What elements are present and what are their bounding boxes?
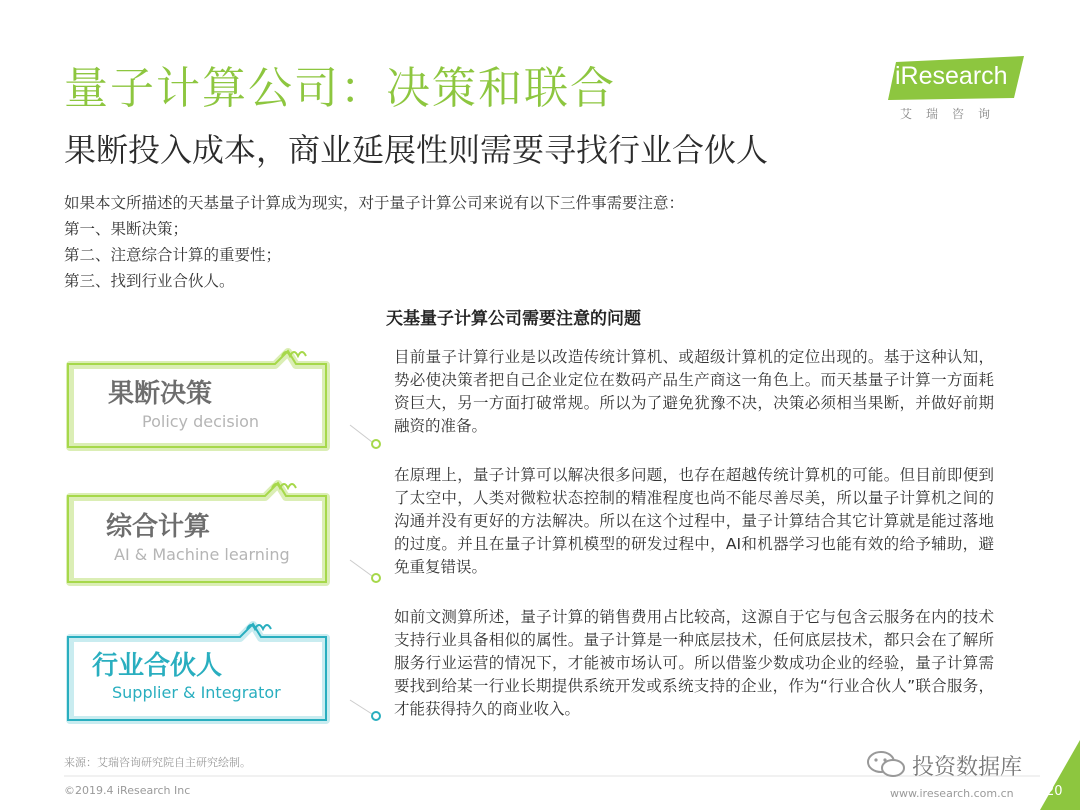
- intro-line: 如果本文所描述的天基量子计算成为现实，对于量子计算公司来说有以下三件事需要注意：: [64, 194, 685, 212]
- watermark-text: 投资数据库: [912, 755, 1023, 780]
- paragraph-decision: 目前量子计算行业是以改造传统计算机、或超级计算机的定位出现的。基于这种认知，势必使决策者把自己企业定位在数码产品生产商这一角色上。而天基量子计算一方面耗资巨大，另一方面打破常规。所以为了避免犹豫不决，决策必须相当果断，并做好前期融资的准备。: [394, 348, 994, 435]
- paragraph-computing: 在原理上，量子计算可以解决很多问题，也存在超越传统计算机的可能。但目前即便到了太空中，人类对微粒状态控制的精准程度也尚不能尽善尽美，所以量子计算机之间的沟通并没有更好的方法解决。所以在这个过程中，量子计算结合其它计算就是能过落地的过度。并且在量子计算机模型的研发过程中，AI和机器学习也能有效的给予辅助，避免重复错误。: [394, 466, 994, 576]
- card-title-decision: 果断决策: [108, 379, 213, 409]
- card-subtitle-partner: Supplier & Integrator: [112, 683, 281, 702]
- intro-line: 第一、果断决策；: [64, 220, 189, 238]
- section-heading: 天基量子计算公司需要注意的问题: [386, 309, 641, 329]
- paragraph-partner: 如前文测算所述，量子计算的销售费用占比较高，这源自于它与包含云服务在内的技术支持行业具备相似的属性。量子计算是一种底层技术，任何底层技术，都只会在了解所服务行业运营的情况下，才能被市场认可。所以借鉴少数成功企业的经验，量子计算需要找到给某一行业长期提供系统开发或系统支持的企业，作为“行业合伙人”联合服务，才能获得持久的商业收入。: [394, 608, 994, 718]
- copyright: ©2019.4 iResearch Inc: [64, 784, 191, 797]
- intro-line: 第二、注意综合计算的重要性；: [64, 246, 282, 264]
- page-title: 量子计算公司：决策和联合: [64, 63, 616, 114]
- page-subtitle: 果断投入成本，商业延展性则需要寻找行业合伙人: [64, 131, 769, 169]
- source-note: 来源：艾瑞咨询研究院自主研究绘制。: [64, 756, 251, 769]
- card-subtitle-decision: Policy decision: [142, 412, 260, 431]
- card-subtitle-computing: AI & Machine learning: [114, 545, 290, 564]
- page-corner: [1040, 740, 1080, 810]
- card-title-computing: 综合计算: [106, 512, 211, 542]
- card-title-partner: 行业合伙人: [92, 651, 223, 681]
- website-link[interactable]: www.iresearch.com.cn: [890, 787, 1014, 800]
- wechat-icon: [866, 750, 906, 780]
- logo-text: iResearch: [895, 62, 1008, 90]
- page-number: 20: [1046, 784, 1063, 799]
- intro-line: 第三、找到行业合伙人。: [64, 272, 235, 290]
- logo-chinese-name: 艾瑞咨询: [900, 107, 1005, 121]
